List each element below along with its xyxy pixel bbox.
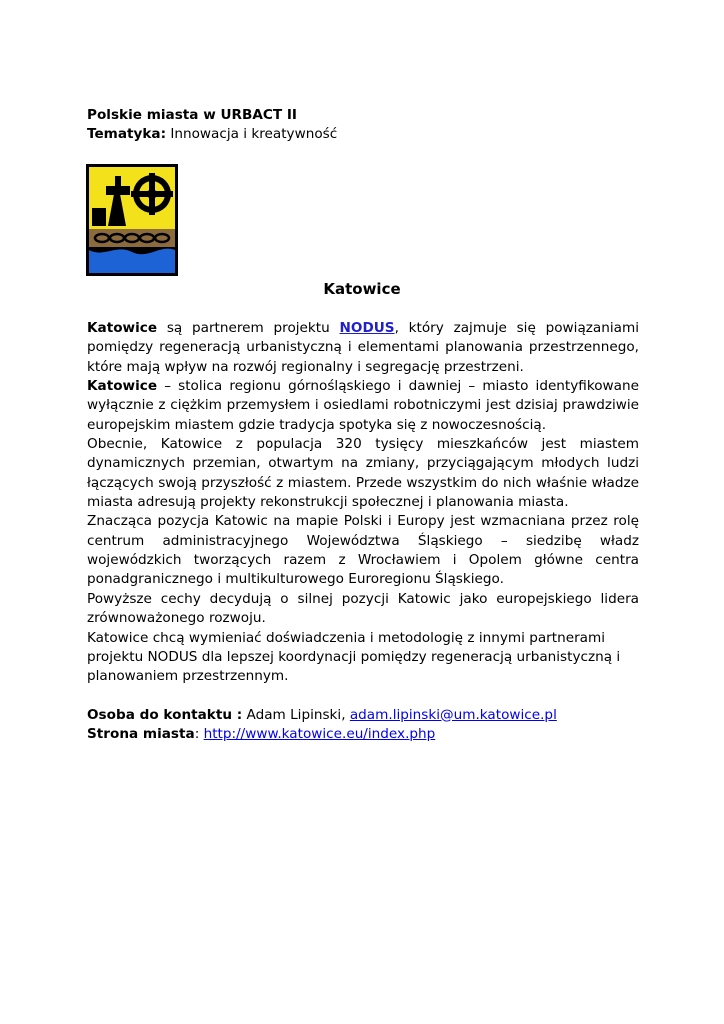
city-name: Katowice [87, 320, 158, 336]
topic-value: Innowacja i kreatywność [166, 126, 338, 142]
paragraph-intro [87, 319, 639, 377]
katowice-coat-of-arms-icon [86, 164, 178, 276]
paragraph-text: – stolica regionu górnośląskiego i dawniej – miasto identyfikowane wyłącznie z ciężkim przemysłem i osiedlami robotniczymi jest dzisiaj prawdziwie europejskim miastem gdzie tradycja spotyka się z nowoczesnością. [87, 378, 639, 433]
paragraph-population: Obecnie, Katowice z populacja 320 tysięcy mieszkańców jest miastem dynamicznych przemian, otwartym na zmiany, przyciągającym młodych ludzi łączących swoją przyszłość z miastem. Przede wszystkim do nich właśnie władze miasta adresują projekty rekonstrukcji społecznej i planowania miasta. [87, 436, 639, 511]
spacer [87, 687, 639, 706]
website-separator: : [194, 725, 204, 742]
topic-line [87, 125, 337, 144]
contact-name: Adam Lipinski, [242, 706, 350, 723]
paragraph-text: , który zajmuje się powiązaniami pomiędzy regeneracją urbanistyczną i elementami planowania przestrzennego, które mają wpływ na rozwój regionalny i segregację przestrzeni. [87, 320, 639, 375]
website-link[interactable]: http://www.katowice.eu/index.php [203, 725, 436, 742]
document-body [87, 319, 639, 744]
city-title: Katowice [323, 280, 401, 298]
contact-email-link[interactable]: adam.lipinski@um.katowice.pl [349, 706, 557, 723]
website-line [87, 725, 639, 744]
city-name: Katowice [87, 378, 158, 395]
document-title: Polskie miasta w URBACT II [87, 107, 297, 123]
website-label: Strona miasta [87, 725, 195, 742]
paragraph-history [87, 377, 639, 435]
contact-label: Osoba do kontaktu : [87, 706, 243, 723]
topic-label: Tematyka: [87, 126, 167, 142]
paragraph-text: są partnerem projektu [157, 320, 340, 336]
nodus-link[interactable]: NODUS [339, 320, 395, 336]
contact-line [87, 706, 639, 725]
paragraph-position: Znacząca pozycja Katowic na mapie Polski i Europy jest wzmacniana przez rolę centrum administracyjnego Województwa Śląskiego – siedzibę władz wojewódzkich tworzących razem z Wrocławiem i Opolem główne centra ponadgranicznego i multikulturowego Euroregionu Śląskiego. [87, 513, 639, 588]
paragraph-exchange: Katowice chcą wymieniać doświadczenia i metodologię z innymi partnerami projektu NODUS dla lepszej koordynacji pomiędzy regeneracją urbanistyczną i planowaniem przestrzennym. [87, 629, 621, 685]
paragraph-leadership: Powyższe cechy decydują o silnej pozycji Katowic jako europejskiego lidera zrównoważonego rozwoju. [87, 590, 639, 627]
